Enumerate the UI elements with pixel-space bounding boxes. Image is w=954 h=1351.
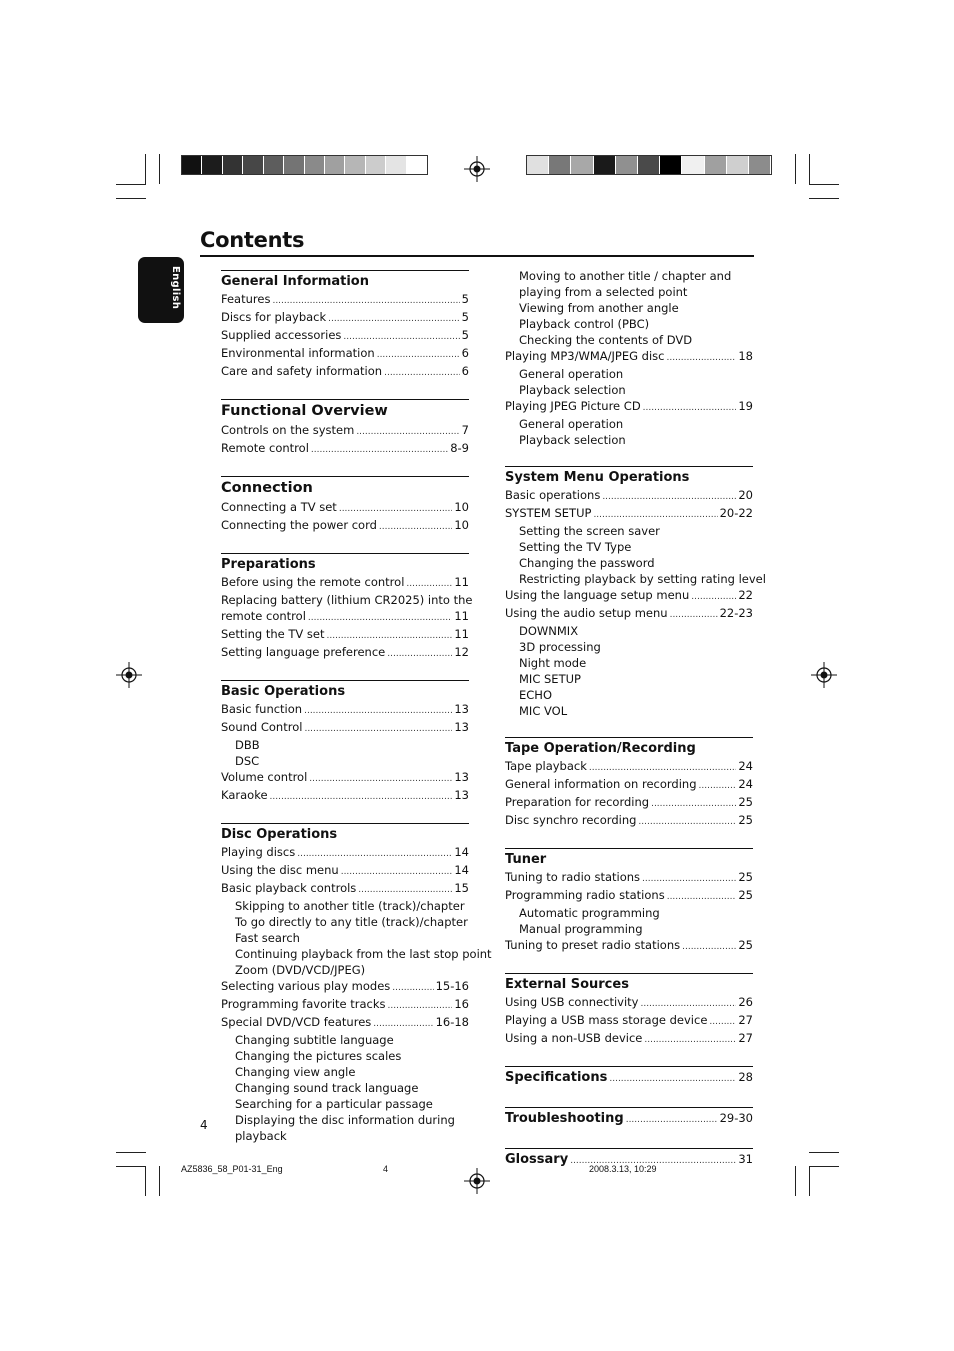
toc-entry-page: 15-16 <box>435 979 469 993</box>
toc-section <box>505 1066 753 1087</box>
crop-mark <box>159 154 160 184</box>
toc-subentry: playback <box>235 1129 287 1143</box>
toc-subentry: Setting the screen saver <box>519 524 660 538</box>
toc-entry-label: Features <box>221 292 271 306</box>
toc-section <box>505 1107 753 1128</box>
toc-entry-page: 22 <box>738 588 753 602</box>
toc-entry <box>505 505 753 523</box>
leader-dots <box>602 489 736 505</box>
toc-entry <box>221 787 469 805</box>
toc-subentry: Manual programming <box>519 922 643 936</box>
toc-entry-page: 25 <box>738 938 753 952</box>
crop-mark <box>809 154 810 184</box>
leader-dots <box>667 889 737 905</box>
color-bar-left <box>181 155 428 175</box>
toc-entry-label: SYSTEM SETUP <box>505 506 592 520</box>
toc-entry <box>221 608 469 626</box>
leader-dots <box>388 998 453 1014</box>
toc-subentry: Viewing from another angle <box>519 301 679 315</box>
leader-dots <box>691 589 736 605</box>
toc-entry-label: Playing a USB mass storage device <box>505 1013 708 1027</box>
toc-subentry: Checking the contents of DVD <box>519 333 693 347</box>
toc-entry-page: 25 <box>738 813 753 827</box>
toc-entry-page: 16 <box>454 997 469 1011</box>
color-swatch <box>638 156 660 174</box>
toc-entry-label: Selecting various play modes <box>221 979 391 993</box>
leader-dots <box>379 519 452 535</box>
toc-entry <box>505 812 753 830</box>
crop-mark <box>116 1166 146 1167</box>
toc-entry <box>221 644 469 662</box>
toc-entry-label: Supplied accessories <box>221 328 342 342</box>
toc-entry-page: 16-18 <box>435 1015 469 1029</box>
crop-mark <box>809 1166 839 1167</box>
toc-continuation <box>505 268 753 448</box>
toc-entry-page: 11 <box>454 575 469 589</box>
toc-entry <box>505 1030 753 1048</box>
toc-entry-label: Setting language preference <box>221 645 386 659</box>
toc-subentry: Changing sound track language <box>235 1081 419 1095</box>
toc-entry <box>505 605 753 623</box>
section-heading: Disc Operations <box>221 827 338 842</box>
toc-section <box>221 270 469 381</box>
color-swatch <box>705 156 727 174</box>
toc-entry-page: 27 <box>738 1013 753 1027</box>
toc-entry-page: 14 <box>454 845 469 859</box>
footer-date: 2008.3.13, 10:29 <box>589 1164 657 1174</box>
leader-dots <box>311 442 448 458</box>
toc-subentry: Restricting playback by setting rating level <box>519 572 766 586</box>
toc-entry-page: 11 <box>454 609 469 623</box>
leader-dots <box>638 814 736 830</box>
toc-entry <box>505 776 753 794</box>
leader-dots <box>593 507 717 523</box>
toc-entry-label: Using the disc menu <box>221 863 339 877</box>
toc-entry-page: 8-9 <box>450 441 469 455</box>
color-swatch <box>682 156 704 174</box>
toc-entry-label: Disc synchro recording <box>505 813 637 827</box>
toc-subentry: MIC SETUP <box>519 672 581 686</box>
toc-entry-label: Basic function <box>221 702 303 716</box>
toc-entry-page: 5 <box>461 292 469 306</box>
toc-entry <box>505 869 753 887</box>
toc-entry <box>221 769 469 787</box>
toc-entry <box>505 487 753 505</box>
section-rule <box>221 553 469 554</box>
toc-entry-label: Basic playback controls <box>221 881 357 895</box>
toc-subentry: DSC <box>235 754 260 768</box>
toc-subentry: ECHO <box>519 688 552 702</box>
color-swatch <box>727 156 749 174</box>
toc-entry-page: 5 <box>461 310 469 324</box>
crop-mark <box>145 154 146 184</box>
crop-mark <box>116 1152 146 1153</box>
toc-entry <box>221 517 469 535</box>
leader-dots <box>356 424 459 440</box>
toc-entry <box>221 440 469 458</box>
color-swatch <box>223 156 243 174</box>
toc-entry-label: Setting the TV set <box>221 627 325 641</box>
leader-dots <box>272 293 459 309</box>
toc-entry-label: Using a non-USB device <box>505 1031 643 1045</box>
color-swatch <box>616 156 638 174</box>
toc-entry-label: Sound Control <box>221 720 303 734</box>
leader-dots <box>270 789 453 805</box>
toc-entry-label: Volume control <box>221 770 308 784</box>
toc-entry <box>221 422 469 440</box>
leader-dots <box>640 996 736 1012</box>
toc-entry-page: 5 <box>461 328 469 342</box>
toc-subentry: Changing the password <box>519 556 655 570</box>
toc-entry-label: Environmental information <box>221 346 375 360</box>
toc-entry-label: Using USB connectivity <box>505 995 639 1009</box>
toc-entry-label: Tuning to radio stations <box>505 870 641 884</box>
toc-entry-label: Using the language setup menu <box>505 588 690 602</box>
color-swatch <box>366 156 386 174</box>
toc-entry <box>505 994 753 1012</box>
leader-dots <box>377 347 460 363</box>
footer-file: AZ5836_58_P01-31_Eng <box>181 1164 283 1174</box>
color-swatch <box>749 156 771 174</box>
language-tab-label: English <box>170 266 181 310</box>
toc-entry-page: 29-30 <box>719 1111 753 1125</box>
section-rule <box>505 848 753 849</box>
toc-entry-page: 10 <box>454 500 469 514</box>
leader-dots <box>297 846 452 862</box>
leader-dots <box>709 1014 736 1030</box>
color-swatch <box>571 156 593 174</box>
toc-entry-label: Playing discs <box>221 845 296 859</box>
color-swatch <box>284 156 304 174</box>
toc-section <box>221 399 469 458</box>
toc-entry-label: Karaoke <box>221 788 268 802</box>
crop-mark <box>795 1166 796 1196</box>
toc-entry-page: 15 <box>454 881 469 895</box>
toc-entry-page: 27 <box>738 1031 753 1045</box>
toc-subentry: Zoom (DVD/VCD/JPEG) <box>235 963 366 977</box>
crop-mark <box>145 1166 146 1196</box>
crop-mark <box>809 184 839 185</box>
toc-entry <box>221 1014 469 1032</box>
toc-section <box>505 466 766 719</box>
title-rule <box>200 255 754 257</box>
toc-entry-label: Before using the remote control <box>221 575 405 589</box>
crop-mark <box>116 184 146 185</box>
leader-dots <box>651 796 736 812</box>
toc-entry-label: Programming radio stations <box>505 888 665 902</box>
toc-entry-page: 31 <box>738 1152 753 1166</box>
color-swatch <box>386 156 406 174</box>
toc-entry <box>221 844 469 862</box>
leader-dots <box>304 703 452 719</box>
toc-entry <box>221 309 469 327</box>
toc-single-entry <box>505 1069 753 1087</box>
toc-entry <box>505 794 753 812</box>
toc-entry-page: 13 <box>454 770 469 784</box>
toc-subentry: Playback selection <box>519 383 626 397</box>
leader-dots <box>670 607 718 623</box>
toc-entry-page: 13 <box>454 788 469 802</box>
toc-subentry: Playback control (PBC) <box>519 317 650 331</box>
toc-entry-label: Connecting a TV set <box>221 500 337 514</box>
color-swatch <box>264 156 284 174</box>
leader-dots <box>643 400 737 416</box>
page-number: 4 <box>200 1118 208 1132</box>
toc-entry <box>221 574 469 592</box>
toc-entry-page: 25 <box>738 870 753 884</box>
toc-entry <box>221 626 469 644</box>
color-swatch <box>549 156 571 174</box>
section-rule <box>505 737 753 738</box>
leader-dots <box>626 1112 718 1128</box>
color-swatch <box>594 156 616 174</box>
toc-entry-page: 10 <box>454 518 469 532</box>
section-heading: Glossary <box>505 1152 569 1167</box>
leader-dots <box>358 882 452 898</box>
section-heading: Basic Operations <box>221 684 346 699</box>
toc-entry-page: 20 <box>738 488 753 502</box>
toc-subentry: Searching for a particular passage <box>235 1097 433 1111</box>
toc-right-sections <box>505 466 766 1048</box>
toc-entry <box>505 348 753 366</box>
toc-section <box>505 737 753 830</box>
toc-entry-page: 12 <box>454 645 469 659</box>
registration-mark-icon <box>464 1168 490 1194</box>
toc-subentry: Changing the pictures scales <box>235 1049 402 1063</box>
toc-entry <box>221 880 469 898</box>
toc-entry-page: 18 <box>738 349 753 363</box>
toc-entry-label: Playing JPEG Picture CD <box>505 399 641 413</box>
leader-dots <box>642 871 736 887</box>
section-rule <box>221 399 469 400</box>
toc-entry-page: 28 <box>738 1070 753 1084</box>
color-swatch <box>202 156 222 174</box>
toc-single-entry <box>505 1110 753 1128</box>
toc-entry-page: 24 <box>738 777 753 791</box>
toc-entry-page: 6 <box>461 346 469 360</box>
toc-entry-label: Connecting the power cord <box>221 518 377 532</box>
leader-dots <box>666 350 736 366</box>
toc-entry-label: Using the audio setup menu <box>505 606 668 620</box>
section-heading: Tuner <box>505 852 547 867</box>
leader-dots <box>328 311 460 327</box>
toc-entry-page: 6 <box>461 364 469 378</box>
toc-entry-page: 25 <box>738 888 753 902</box>
leader-dots <box>309 771 452 787</box>
toc-subentry: Automatic programming <box>519 906 660 920</box>
toc-entry-page: 11 <box>454 627 469 641</box>
leader-dots <box>384 365 460 381</box>
color-swatch <box>407 156 427 174</box>
toc-subentry: Playback selection <box>519 433 626 447</box>
toc-section <box>221 680 469 805</box>
leader-dots <box>339 501 453 517</box>
section-rule <box>505 1148 753 1149</box>
section-rule <box>505 1107 753 1108</box>
footer-page: 4 <box>383 1164 389 1174</box>
section-heading: General Information <box>221 274 369 289</box>
toc-entry <box>505 1012 753 1030</box>
color-swatch <box>660 156 682 174</box>
toc-entry <box>505 587 753 605</box>
toc-subentry: Displaying the disc information during <box>235 1113 455 1127</box>
toc-subentry: Fast search <box>235 931 300 945</box>
section-rule <box>221 823 469 824</box>
toc-entry-page: 19 <box>738 399 753 413</box>
toc-entry-page: 13 <box>454 720 469 734</box>
toc-subentry: Setting the TV Type <box>519 540 632 554</box>
toc-single-entries <box>505 1066 753 1169</box>
leader-dots <box>341 864 453 880</box>
toc-section <box>221 476 469 535</box>
crop-mark <box>159 1166 160 1196</box>
leader-dots <box>373 1016 433 1032</box>
toc-entry <box>505 937 753 955</box>
toc-entry-page: 14 <box>454 863 469 877</box>
leader-dots <box>308 610 452 626</box>
section-rule <box>221 476 469 477</box>
toc-entry-page: 7 <box>461 423 469 437</box>
toc-entry: Replacing battery (lithium CR2025) into the <box>221 593 473 607</box>
toc-entry <box>221 701 469 719</box>
section-rule <box>221 680 469 681</box>
toc-entry-label: Remote control <box>221 441 309 455</box>
toc-entry <box>221 978 469 996</box>
leader-dots <box>304 721 452 737</box>
leader-dots <box>609 1071 736 1087</box>
leader-dots <box>343 329 459 345</box>
toc-entry-label: Discs for playback <box>221 310 327 324</box>
section-heading: Preparations <box>221 557 316 572</box>
crop-mark <box>809 198 839 199</box>
toc-section <box>505 973 753 1048</box>
toc-entry-label: Preparation for recording <box>505 795 650 809</box>
toc-entry-label: Tape playback <box>505 759 587 773</box>
section-rule <box>221 270 469 271</box>
color-swatch <box>305 156 325 174</box>
toc-entry <box>221 291 469 309</box>
color-swatch <box>243 156 263 174</box>
toc-section <box>505 848 753 955</box>
toc-entry <box>221 327 469 345</box>
section-rule <box>505 466 753 467</box>
leader-dots <box>326 628 452 644</box>
toc-entry <box>221 345 469 363</box>
toc-entry <box>505 398 753 416</box>
color-bar-right <box>526 155 772 175</box>
toc-entry-label: Basic operations <box>505 488 601 502</box>
leader-dots <box>387 646 452 662</box>
toc-entry <box>221 363 469 381</box>
section-heading: Specifications <box>505 1070 608 1085</box>
toc-entry-label: Special DVD/VCD features <box>221 1015 372 1029</box>
leader-dots <box>589 760 736 776</box>
color-swatch <box>325 156 345 174</box>
toc-entry-page: 20-22 <box>719 506 753 520</box>
color-swatch <box>182 156 202 174</box>
section-rule <box>505 1066 753 1067</box>
leader-dots <box>644 1032 736 1048</box>
toc-entry-page: 22-23 <box>719 606 753 620</box>
toc-entry-page: 13 <box>454 702 469 716</box>
toc-subentry: DOWNMIX <box>519 624 579 638</box>
toc-entry-label: Playing MP3/WMA/JPEG disc <box>505 349 665 363</box>
toc-entry <box>221 862 469 880</box>
crop-mark <box>795 154 796 184</box>
color-swatch <box>527 156 549 174</box>
registration-mark-icon <box>116 662 142 688</box>
toc-entry-page: 24 <box>738 759 753 773</box>
toc-entry <box>505 887 753 905</box>
toc-entry <box>221 996 469 1014</box>
section-heading: Functional Overview <box>221 403 388 419</box>
toc-entry-label: Controls on the system <box>221 423 355 437</box>
crop-mark <box>809 1152 839 1153</box>
toc-section <box>221 823 492 1144</box>
toc-left-column <box>221 270 492 1162</box>
toc-entry-label: remote control <box>221 609 306 623</box>
section-heading: System Menu Operations <box>505 470 690 485</box>
page-title: Contents <box>200 228 305 252</box>
toc-subentry: To go directly to any title (track)/chapter <box>235 915 468 929</box>
toc-subentry: Skipping to another title (track)/chapter <box>235 899 465 913</box>
toc-subentry: 3D processing <box>519 640 601 654</box>
crop-mark <box>116 198 146 199</box>
toc-entry <box>221 499 469 517</box>
leader-dots <box>406 576 452 592</box>
toc-section <box>221 553 473 662</box>
toc-subentry: DBB <box>235 738 260 752</box>
registration-mark-icon <box>464 156 490 182</box>
toc-subentry: Changing view angle <box>235 1065 356 1079</box>
leader-dots <box>682 939 736 955</box>
section-heading: Troubleshooting <box>505 1111 624 1126</box>
section-heading: Tape Operation/Recording <box>505 741 696 756</box>
toc-subentry: MIC VOL <box>519 704 568 718</box>
section-heading: External Sources <box>505 977 629 992</box>
toc-subentry: Night mode <box>519 656 587 670</box>
toc-subentry: Changing subtitle language <box>235 1033 394 1047</box>
toc-subentry: Continuing playback from the last stop point <box>235 947 492 961</box>
toc-entry <box>221 719 469 737</box>
toc-subentry: playing from a selected point <box>519 285 688 299</box>
color-swatch <box>345 156 365 174</box>
toc-entry-page: 25 <box>738 795 753 809</box>
registration-mark-icon <box>811 662 837 688</box>
toc-entry-label: Tuning to preset radio stations <box>505 938 681 952</box>
toc-subentry: General operation <box>519 367 624 381</box>
toc-entry-label: General information on recording <box>505 777 697 791</box>
toc-subentry: Moving to another title / chapter and <box>519 269 732 283</box>
section-heading: Connection <box>221 480 313 496</box>
toc-entry <box>505 758 753 776</box>
section-rule <box>505 973 753 974</box>
toc-subentry: General operation <box>519 417 624 431</box>
leader-dots <box>392 980 433 996</box>
leader-dots <box>699 778 737 794</box>
toc-entry-label: Care and safety information <box>221 364 383 378</box>
toc-right-column <box>505 268 766 1189</box>
toc-entry-label: Programming favorite tracks <box>221 997 386 1011</box>
toc-entry-page: 26 <box>738 995 753 1009</box>
crop-mark <box>809 1166 810 1196</box>
